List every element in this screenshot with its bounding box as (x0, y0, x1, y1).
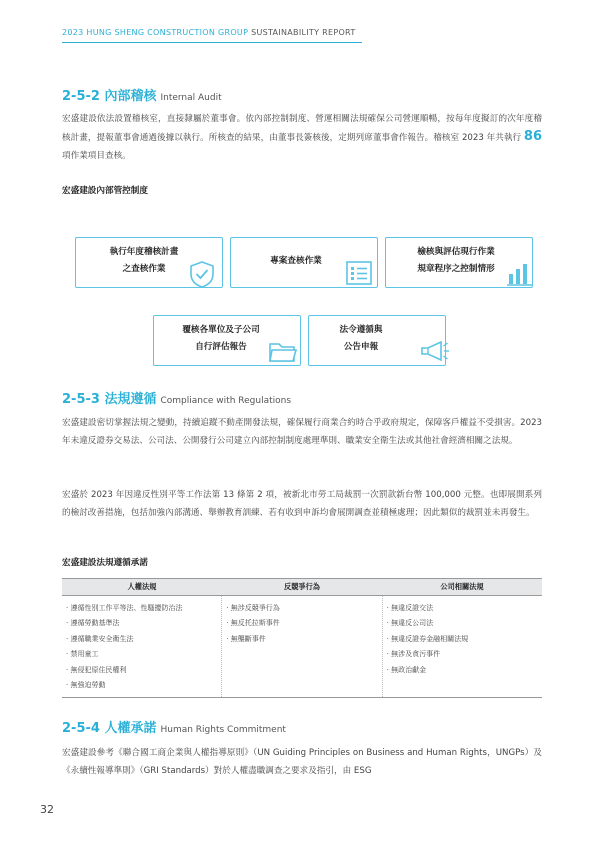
header-report: SUSTAINABILITY REPORT (251, 28, 356, 37)
audit-text-after: 項作業項目查核。 (62, 151, 131, 161)
box-line1: 執行年度稽核計畫 (109, 247, 179, 257)
list-item: · 遵循勞動基準法 (66, 619, 120, 628)
list-item: · 無違反證券金融相關法規 (386, 634, 469, 643)
box-line2: 之查核作業 (122, 264, 166, 274)
section-heading-internal-audit (62, 85, 222, 104)
box-line1: 法令遵循與 (339, 325, 383, 335)
table-header-cell: 人權法規 (127, 582, 157, 591)
list-item: · 無反托拉斯事件 (226, 619, 280, 628)
compliance-commitment-table (62, 578, 542, 698)
compliance-commitment-subheading: 宏盛建設法規遵循承諾 (62, 558, 148, 568)
section-title: 2-5-2 內部稽核 (62, 89, 157, 104)
header-rule (62, 42, 362, 43)
section-title-en: Internal Audit (160, 93, 222, 103)
box-line1: 檢核與評估現行作業 (417, 247, 495, 257)
control-box-evaluate-procedures (385, 237, 533, 288)
list-item: · 無涉反競爭行為 (226, 604, 280, 612)
control-box-annual-audit (75, 237, 223, 288)
human-rights-paragraph: 宏盛建設參考《聯合國工商企業與人權指導原則》（UN Guiding Principles on Business and Human Rights，UNGPs）及《永續性報導準則》（GRI Standards）對於人權盡職調查之要求及指引，由 ESG (62, 748, 542, 776)
list-item: · 無違反證交法 (386, 604, 434, 612)
list-item: · 遵循性別工作平等法、性騷擾防治法 (66, 604, 183, 612)
control-box-special-audit (230, 237, 378, 288)
section-title-en: Compliance with Regulations (160, 396, 292, 406)
table-column-company-regulations (383, 596, 542, 697)
compliance-paragraph-1: 宏盛建設密切掌握法規之變動，持續追蹤不動產開發法規，確保履行商業合約時合乎政府規定，保障客戶權益不受損害。2023 年未違反證券交易法、公司法、公開發行公司建立內部控制制度處理準則、職業安全衛生法或其他社會經濟相關之法規。 (62, 418, 542, 446)
compliance-paragraph-2: 宏盛於 2023 年因違反性別平等工作法第 13 條第 2 項，被新北市勞工局裁罰一次罰款新台幣 100,000 元整。也即展開系列的檢討改善措施，包括加強內部溝通、舉辦教育訓練、若有收到申訴均會展開調查並積極處理；因此類似的裁罰並未再發生。 (62, 490, 542, 518)
table-header-row (62, 578, 542, 596)
table-column-human-rights (62, 596, 222, 697)
list-item: · 遵循職業安全衛生法 (66, 634, 134, 643)
box-line1: 專案查核作業 (270, 256, 322, 266)
bar-chart-icon (506, 260, 534, 286)
box-line2: 自行評估報告 (195, 342, 247, 352)
shield-check-icon (189, 260, 215, 288)
audit-count: 86 (523, 129, 542, 144)
list-item: · 無侵犯原住民權利 (66, 665, 127, 674)
report-header (62, 28, 356, 37)
page-number: 32 (40, 803, 54, 816)
table-column-anti-competition (222, 596, 382, 697)
internal-audit-paragraph (62, 110, 542, 165)
section-heading-compliance (62, 388, 291, 407)
list-item: · 無強迫勞動 (66, 681, 106, 690)
megaphone-icon (419, 340, 451, 362)
box-line2: 規章程序之控制情形 (417, 264, 495, 274)
box-line1: 覆核各單位及子公司 (182, 325, 260, 335)
control-box-review-self-assessment (153, 315, 301, 366)
audit-text-before: 宏盛建設依法設置稽核室，直接隸屬於董事會。依內部控制制度、營運相關法規確保公司營運順暢，按每年度擬訂的次年度稽核計畫，提報董事會通過後據以執行。所核查的結果，由董事長簽核後，定期列席董事會作報告。稽核室 2023 年共執行 (62, 114, 542, 143)
section-title-en: Human Rights Commitment (160, 725, 286, 735)
header-company: 2023 HUNG SHENG CONSTRUCTION GROUP (62, 28, 249, 37)
list-item: · 無違反公司法 (386, 619, 434, 628)
table-header-cell: 公司相關法規 (440, 582, 484, 591)
section-heading-human-rights (62, 717, 286, 736)
list-item: · 無涉及貪污事件 (386, 650, 441, 659)
checklist-icon (345, 260, 373, 286)
box-line2: 公告申報 (343, 342, 379, 352)
list-item: · 無政治獻金 (386, 665, 427, 674)
table-header-cell: 反競爭行為 (284, 582, 320, 591)
list-item: · 禁用童工 (66, 650, 99, 659)
table-body-row (62, 596, 542, 698)
list-item: · 無壟斷事件 (226, 634, 266, 643)
folder-icon (268, 340, 298, 364)
control-box-legal-compliance (308, 315, 446, 366)
section-title: 2-5-4 人權承諾 (62, 721, 157, 736)
section-title: 2-5-3 法規遵循 (62, 392, 157, 407)
internal-control-subheading: 宏盛建設內部管控制度 (62, 186, 148, 196)
